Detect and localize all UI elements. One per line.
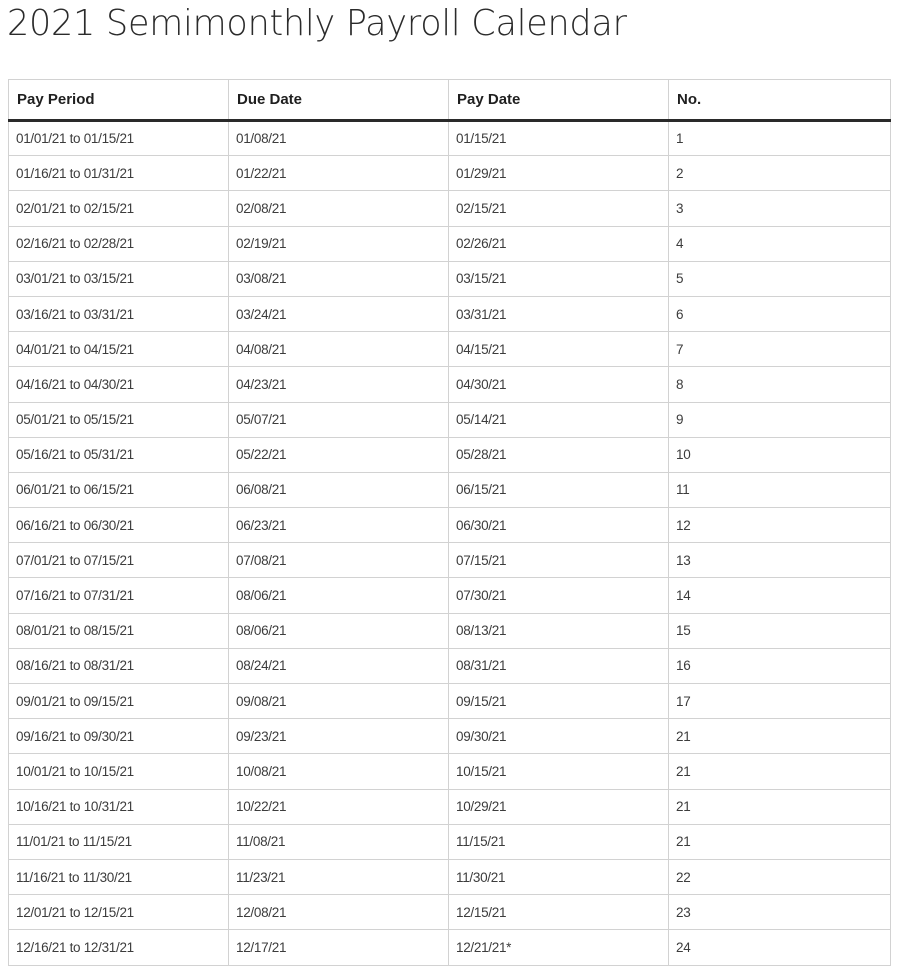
due-date-cell: 10/22/21 bbox=[229, 789, 449, 824]
due-date-cell: 04/08/21 bbox=[229, 332, 449, 367]
due-date-cell: 02/19/21 bbox=[229, 226, 449, 261]
table-row bbox=[9, 296, 891, 331]
table-row bbox=[9, 789, 891, 824]
number-cell: 4 bbox=[669, 226, 891, 261]
pay-period-cell: 05/16/21 to 05/31/21 bbox=[9, 437, 229, 472]
pay-period-cell: 01/01/21 to 01/15/21 bbox=[9, 121, 229, 156]
number-cell: 8 bbox=[669, 367, 891, 402]
pay-date-cell: 03/31/21 bbox=[449, 296, 669, 331]
pay-date-cell: 03/15/21 bbox=[449, 261, 669, 296]
table-row bbox=[9, 332, 891, 367]
table-row bbox=[9, 472, 891, 507]
pay-period-cell: 10/01/21 to 10/15/21 bbox=[9, 754, 229, 789]
due-date-cell: 04/23/21 bbox=[229, 367, 449, 402]
number-cell: 2 bbox=[669, 156, 891, 191]
pay-date-cell: 12/15/21 bbox=[449, 895, 669, 930]
table-body bbox=[9, 121, 891, 966]
pay-period-cell: 11/16/21 to 11/30/21 bbox=[9, 859, 229, 894]
table-row bbox=[9, 191, 891, 226]
due-date-cell: 07/08/21 bbox=[229, 543, 449, 578]
pay-period-cell: 03/01/21 to 03/15/21 bbox=[9, 261, 229, 296]
pay-date-cell: 11/30/21 bbox=[449, 859, 669, 894]
due-date-cell: 05/07/21 bbox=[229, 402, 449, 437]
due-date-cell: 03/08/21 bbox=[229, 261, 449, 296]
pay-period-cell: 07/01/21 to 07/15/21 bbox=[9, 543, 229, 578]
pay-date-cell: 05/28/21 bbox=[449, 437, 669, 472]
due-date-cell: 11/08/21 bbox=[229, 824, 449, 859]
pay-date-cell: 01/29/21 bbox=[449, 156, 669, 191]
number-cell: 23 bbox=[669, 895, 891, 930]
due-date-cell: 12/17/21 bbox=[229, 930, 449, 965]
due-date-cell: 08/24/21 bbox=[229, 648, 449, 683]
pay-period-cell: 02/01/21 to 02/15/21 bbox=[9, 191, 229, 226]
number-cell: 15 bbox=[669, 613, 891, 648]
number-cell: 5 bbox=[669, 261, 891, 296]
column-header-pay-period: Pay Period bbox=[9, 80, 229, 121]
pay-date-cell: 07/15/21 bbox=[449, 543, 669, 578]
pay-period-cell: 06/01/21 to 06/15/21 bbox=[9, 472, 229, 507]
pay-date-cell: 02/26/21 bbox=[449, 226, 669, 261]
pay-period-cell: 11/01/21 to 11/15/21 bbox=[9, 824, 229, 859]
pay-date-cell: 10/15/21 bbox=[449, 754, 669, 789]
table-row bbox=[9, 261, 891, 296]
table-row bbox=[9, 437, 891, 472]
pay-date-cell: 12/21/21* bbox=[449, 930, 669, 965]
due-date-cell: 09/23/21 bbox=[229, 719, 449, 754]
table-row bbox=[9, 543, 891, 578]
pay-date-cell: 04/30/21 bbox=[449, 367, 669, 402]
pay-period-cell: 05/01/21 to 05/15/21 bbox=[9, 402, 229, 437]
pay-date-cell: 07/30/21 bbox=[449, 578, 669, 613]
table-row bbox=[9, 684, 891, 719]
pay-period-cell: 02/16/21 to 02/28/21 bbox=[9, 226, 229, 261]
table-row bbox=[9, 508, 891, 543]
due-date-cell: 03/24/21 bbox=[229, 296, 449, 331]
column-header-due-date: Due Date bbox=[229, 80, 449, 121]
due-date-cell: 05/22/21 bbox=[229, 437, 449, 472]
table-row bbox=[9, 754, 891, 789]
pay-date-cell: 05/14/21 bbox=[449, 402, 669, 437]
due-date-cell: 08/06/21 bbox=[229, 578, 449, 613]
number-cell: 21 bbox=[669, 754, 891, 789]
table-row bbox=[9, 367, 891, 402]
due-date-cell: 10/08/21 bbox=[229, 754, 449, 789]
pay-period-cell: 12/16/21 to 12/31/21 bbox=[9, 930, 229, 965]
number-cell: 7 bbox=[669, 332, 891, 367]
number-cell: 24 bbox=[669, 930, 891, 965]
due-date-cell: 02/08/21 bbox=[229, 191, 449, 226]
pay-date-cell: 02/15/21 bbox=[449, 191, 669, 226]
number-cell: 22 bbox=[669, 859, 891, 894]
pay-date-cell: 08/31/21 bbox=[449, 648, 669, 683]
number-cell: 16 bbox=[669, 648, 891, 683]
pay-date-cell: 09/30/21 bbox=[449, 719, 669, 754]
number-cell: 3 bbox=[669, 191, 891, 226]
number-cell: 13 bbox=[669, 543, 891, 578]
pay-period-cell: 10/16/21 to 10/31/21 bbox=[9, 789, 229, 824]
pay-period-cell: 04/01/21 to 04/15/21 bbox=[9, 332, 229, 367]
number-cell: 10 bbox=[669, 437, 891, 472]
due-date-cell: 08/06/21 bbox=[229, 613, 449, 648]
pay-date-cell: 08/13/21 bbox=[449, 613, 669, 648]
table-row bbox=[9, 930, 891, 965]
due-date-cell: 09/08/21 bbox=[229, 684, 449, 719]
number-cell: 6 bbox=[669, 296, 891, 331]
table-row bbox=[9, 578, 891, 613]
due-date-cell: 06/08/21 bbox=[229, 472, 449, 507]
table-header bbox=[9, 80, 891, 121]
pay-date-cell: 06/15/21 bbox=[449, 472, 669, 507]
table-row bbox=[9, 156, 891, 191]
table-row bbox=[9, 648, 891, 683]
column-header-pay-date: Pay Date bbox=[449, 80, 669, 121]
pay-period-cell: 09/16/21 to 09/30/21 bbox=[9, 719, 229, 754]
number-cell: 9 bbox=[669, 402, 891, 437]
pay-date-cell: 04/15/21 bbox=[449, 332, 669, 367]
table-row bbox=[9, 226, 891, 261]
due-date-cell: 06/23/21 bbox=[229, 508, 449, 543]
due-date-cell: 12/08/21 bbox=[229, 895, 449, 930]
number-cell: 12 bbox=[669, 508, 891, 543]
table-row bbox=[9, 402, 891, 437]
due-date-cell: 01/08/21 bbox=[229, 121, 449, 156]
pay-date-cell: 11/15/21 bbox=[449, 824, 669, 859]
due-date-cell: 01/22/21 bbox=[229, 156, 449, 191]
table-row bbox=[9, 613, 891, 648]
pay-period-cell: 01/16/21 to 01/31/21 bbox=[9, 156, 229, 191]
number-cell: 1 bbox=[669, 121, 891, 156]
pay-date-cell: 09/15/21 bbox=[449, 684, 669, 719]
table-row bbox=[9, 719, 891, 754]
pay-date-cell: 06/30/21 bbox=[449, 508, 669, 543]
pay-period-cell: 04/16/21 to 04/30/21 bbox=[9, 367, 229, 402]
number-cell: 21 bbox=[669, 719, 891, 754]
table-row bbox=[9, 859, 891, 894]
payroll-calendar-table bbox=[8, 79, 891, 966]
pay-period-cell: 07/16/21 to 07/31/21 bbox=[9, 578, 229, 613]
pay-date-cell: 10/29/21 bbox=[449, 789, 669, 824]
header-row bbox=[9, 80, 891, 121]
pay-period-cell: 08/01/21 to 08/15/21 bbox=[9, 613, 229, 648]
pay-date-cell: 01/15/21 bbox=[449, 121, 669, 156]
pay-period-cell: 09/01/21 to 09/15/21 bbox=[9, 684, 229, 719]
page-title: 2021 Semimonthly Payroll Calendar bbox=[7, 3, 627, 44]
pay-period-cell: 08/16/21 to 08/31/21 bbox=[9, 648, 229, 683]
table-row bbox=[9, 895, 891, 930]
table-row bbox=[9, 824, 891, 859]
column-header-number: No. bbox=[669, 80, 891, 121]
number-cell: 21 bbox=[669, 789, 891, 824]
pay-period-cell: 12/01/21 to 12/15/21 bbox=[9, 895, 229, 930]
number-cell: 21 bbox=[669, 824, 891, 859]
number-cell: 14 bbox=[669, 578, 891, 613]
number-cell: 11 bbox=[669, 472, 891, 507]
pay-period-cell: 03/16/21 to 03/31/21 bbox=[9, 296, 229, 331]
table-row bbox=[9, 121, 891, 156]
number-cell: 17 bbox=[669, 684, 891, 719]
due-date-cell: 11/23/21 bbox=[229, 859, 449, 894]
pay-period-cell: 06/16/21 to 06/30/21 bbox=[9, 508, 229, 543]
